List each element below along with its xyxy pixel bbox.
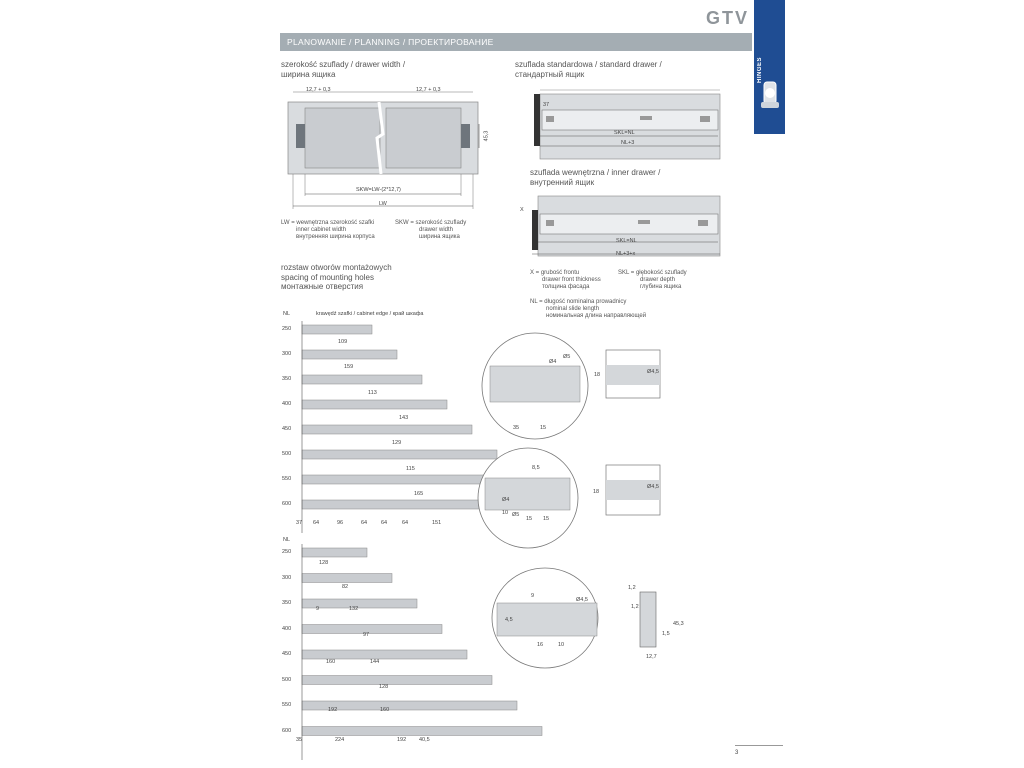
dim-x: X: [520, 207, 524, 213]
bottom-dim: 64: [402, 520, 409, 526]
dim-37: 37: [543, 102, 550, 108]
detail-dim: 16: [537, 642, 544, 648]
dim-nl3: NL+3: [621, 140, 635, 146]
spacing-dim: 115: [406, 466, 415, 472]
title-line: rozstaw otworów montażowych: [281, 263, 392, 272]
detail-dim: 1,5: [662, 631, 670, 637]
spacing-dim: 160: [380, 707, 390, 713]
detail-dim: Ø4: [549, 359, 557, 365]
cabinet-edge-label: krawędź szafki / cabinet edge / край шкафа: [316, 311, 424, 317]
detail-dim: 18: [593, 489, 600, 495]
row-nl-label: 600: [282, 727, 292, 734]
detail-dim: Ø5: [512, 512, 520, 518]
legend-line: inner cabinet width: [296, 227, 347, 233]
title-line: стандартный ящик: [515, 69, 585, 79]
row-nl-label: 350: [282, 600, 292, 606]
title-line: монтажные отверстия: [281, 282, 364, 291]
legend-line: номинальная длина направляющей: [546, 313, 647, 319]
bottom-dim: 37: [296, 520, 303, 526]
spacing-dim: 159: [344, 364, 354, 370]
legend-line: nominal slide length: [546, 306, 600, 312]
row-nl-label: 500: [282, 676, 292, 683]
detail-dim: 15: [543, 516, 550, 522]
detail-dim: 10: [502, 510, 509, 516]
detail-dim: 1,2: [631, 604, 639, 610]
legend-line: drawer depth: [640, 277, 676, 283]
dim-inner-nl: NL+3+x: [616, 251, 636, 257]
dim-skw: SKW=LW-(2*12,7): [356, 187, 401, 193]
title-line: szuflada standardowa / standard drawer /: [515, 60, 662, 69]
spacing-dim: 129: [392, 440, 402, 446]
legend-line: внутренняя ширина корпуса: [296, 234, 375, 240]
row-nl-label: 550: [282, 476, 292, 482]
dim-lw: LW: [379, 201, 387, 207]
bottom-dim: 64: [361, 520, 368, 526]
legend-line: ширина ящика: [419, 234, 460, 240]
detail-dim: 4,5: [505, 617, 513, 623]
dim-inner-skl: SKL=NL: [616, 238, 637, 244]
detail-dim: Ø4: [502, 497, 510, 503]
legend-line: LW = wewnętrzna szerokość szafki: [281, 220, 375, 226]
spacing-dim: 143: [399, 415, 409, 421]
bottom-dim: 64: [381, 520, 388, 526]
row-nl-label: 400: [282, 625, 292, 632]
detail-dim: 8,5: [532, 465, 540, 471]
side-tab-label: HINGES: [757, 57, 763, 84]
legend-line: drawer front thickness: [542, 277, 601, 283]
detail-dim: 9: [531, 593, 535, 599]
spacing-dim: 192: [328, 707, 338, 713]
spacing-dim: 128: [379, 684, 389, 690]
detail-dim: 18: [594, 372, 601, 378]
legend-line: SKL = głębokość szuflady: [618, 270, 687, 276]
dim-right: 12,7 + 0,3: [416, 87, 441, 93]
legend-line: толщина фасада: [542, 284, 590, 290]
spacing-dim: 9: [316, 606, 320, 612]
row-nl-label: 500: [282, 451, 292, 457]
footer-rule: [735, 745, 783, 746]
page-number: 3: [735, 750, 739, 756]
bottom-dim: 35: [296, 737, 303, 743]
spacing-dim: 97: [363, 632, 370, 638]
detail-dim: 10: [558, 642, 565, 648]
detail-dim: 35: [513, 425, 520, 431]
legend-line: NL = długość nominalna prowadnicy: [530, 299, 627, 305]
spacing-dim: 109: [338, 339, 348, 345]
spacing-dim: 160: [326, 659, 336, 665]
row-nl-label: 550: [282, 702, 292, 708]
detail-dim: 15: [526, 516, 533, 522]
dim-left: 12,7 + 0,3: [306, 87, 331, 93]
title-line: внутренний ящик: [530, 177, 595, 187]
detail-dim: 1,2: [628, 585, 636, 591]
spacing-dim: 113: [368, 390, 377, 396]
row-nl-label: 250: [282, 549, 292, 555]
title-line: spacing of mounting holes: [281, 272, 374, 282]
bottom-dim: 64: [313, 520, 320, 526]
detail-dim: 45,3: [673, 621, 684, 627]
row-nl-label: 400: [282, 401, 292, 407]
row-nl-label: 450: [282, 651, 292, 657]
dim-height: 45,3: [483, 130, 490, 142]
row-nl-label: 250: [282, 326, 292, 332]
legend-line: SKW = szerokość szuflady: [395, 220, 467, 226]
spacing-dim: 144: [370, 659, 380, 665]
legend-line: X = grubość frontu: [530, 270, 580, 276]
detail-dim: Ø4,5: [647, 369, 659, 375]
title-line: szerokość szuflady / drawer width /: [281, 60, 406, 69]
detail-dim: Ø5: [563, 354, 571, 360]
bottom-dim: 40,5: [419, 737, 430, 743]
detail-dim: Ø4,5: [647, 484, 659, 490]
spacing-dim: 132: [349, 606, 359, 612]
row-nl-label: 350: [282, 376, 292, 382]
bottom-dim: 96: [337, 520, 344, 526]
nl-label-upper: NL: [283, 311, 291, 317]
bottom-dim: 224: [335, 737, 345, 743]
legend-line: глубина ящика: [640, 284, 682, 290]
title-line: szuflada wewnętrzna / inner drawer /: [530, 168, 661, 177]
legend-line: drawer width: [419, 227, 454, 233]
title-line: ширина ящика: [281, 69, 336, 79]
spacing-dim: 82: [342, 584, 349, 590]
detail-dim: Ø4,5: [576, 597, 588, 603]
brand-logo: GTV: [706, 8, 750, 28]
row-nl-label: 450: [282, 426, 292, 432]
spacing-dim: 128: [319, 560, 329, 566]
row-nl-label: 600: [282, 501, 292, 507]
detail-dim: 12,7: [646, 654, 657, 660]
dim-skl: SKL=NL: [614, 130, 635, 136]
nl-label-lower: NL: [283, 537, 291, 543]
row-nl-label: 300: [282, 574, 292, 581]
bottom-dim: 151: [432, 520, 442, 526]
section-title: PLANOWANIE / PLANNING / ПРОЕКТИРОВАНИЕ: [287, 37, 494, 47]
row-nl-label: 300: [282, 351, 292, 357]
bottom-dim: 192: [397, 737, 407, 743]
spacing-dim: 165: [414, 491, 424, 497]
detail-dim: 15: [540, 425, 547, 431]
